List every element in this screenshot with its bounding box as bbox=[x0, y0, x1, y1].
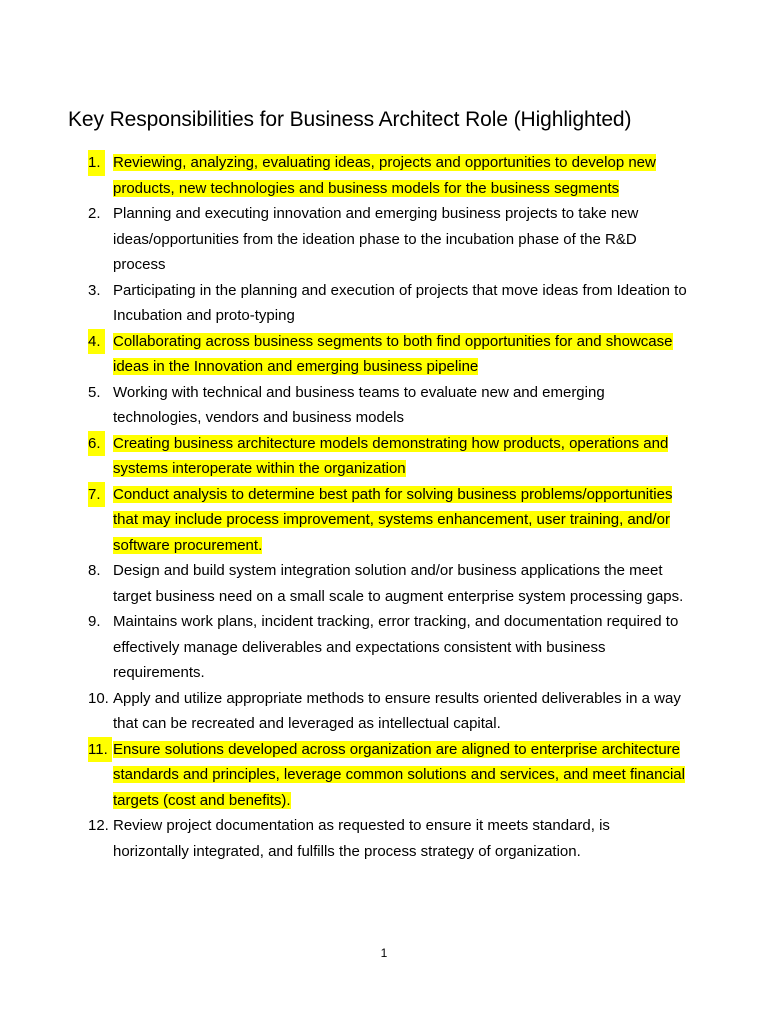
item-text: Planning and executing innovation and emerging business projects to take new ideas/opportunities from the ideation phase to the incubation phase of the R&D process bbox=[113, 205, 639, 273]
responsibility-item bbox=[88, 813, 688, 864]
document-title: Key Responsibilities for Business Architect Role (Highlighted) bbox=[68, 108, 632, 131]
page-number: 1 bbox=[380, 946, 388, 960]
item-text: Ensure solutions developed across organization are aligned to enterprise architecture standards and principles, leverage common solutions and services, and meet financial targets (cost and benefits). bbox=[113, 740, 685, 809]
item-text: Maintains work plans, incident tracking, error tracking, and documentation required to effectively manage deliverables and expectations consistent with business requirements. bbox=[113, 613, 679, 681]
item-text: Review project documentation as requested to ensure it meets standard, is horizontally integrated, and fulfills the process strategy of organization. bbox=[113, 817, 610, 860]
responsibility-item bbox=[88, 431, 688, 482]
item-number: 7. bbox=[88, 482, 105, 508]
responsibility-item bbox=[88, 278, 688, 329]
item-text: Apply and utilize appropriate methods to ensure results oriented deliverables in a way that can be recreated and leveraged as intellectual capital. bbox=[113, 689, 681, 732]
responsibility-item bbox=[88, 686, 688, 737]
item-number: 3. bbox=[88, 281, 101, 299]
responsibility-item bbox=[88, 201, 688, 278]
item-number: 2. bbox=[88, 205, 101, 222]
responsibility-item bbox=[88, 609, 688, 686]
responsibility-item bbox=[88, 558, 688, 609]
item-number: 9. bbox=[88, 613, 101, 630]
item-number: 8. bbox=[88, 562, 101, 579]
item-text: Conduct analysis to determine best path for solving business problems/opportunities that may include process improvement, systems enhancement, user training, and/or software procurement. bbox=[113, 485, 673, 554]
item-text: Design and build system integration solution and/or business applications the meet target business need on a small scale to augment enterprise system processing gaps. bbox=[113, 562, 684, 605]
item-text: Participating in the planning and execution of projects that move ideas from Ideation to Incubation and proto-typing bbox=[113, 281, 687, 324]
responsibility-item bbox=[88, 737, 688, 814]
responsibility-item bbox=[88, 329, 688, 380]
responsibilities-list bbox=[88, 150, 688, 864]
item-number: 12. bbox=[88, 817, 109, 834]
responsibility-item bbox=[88, 482, 688, 559]
item-text: Collaborating across business segments to both find opportunities for and showcase ideas in the Innovation and emerging business pipeline bbox=[113, 332, 673, 375]
responsibility-item bbox=[88, 150, 688, 201]
item-number: 11. bbox=[88, 737, 112, 763]
item-text: Working with technical and business teams to evaluate new and emerging technologies, vendors and business models bbox=[113, 383, 605, 426]
item-number: 4. bbox=[88, 329, 105, 355]
item-number: 1. bbox=[88, 150, 105, 176]
item-text: Creating business architecture models demonstrating how products, operations and systems interoperate within the organization bbox=[113, 434, 669, 477]
item-number: 5. bbox=[88, 383, 101, 401]
item-text: Reviewing, analyzing, evaluating ideas, projects and opportunities to develop new products, new technologies and business models for the business segments bbox=[113, 154, 656, 197]
item-number: 10. bbox=[88, 689, 109, 707]
item-number: 6. bbox=[88, 431, 105, 457]
responsibility-item bbox=[88, 380, 688, 431]
